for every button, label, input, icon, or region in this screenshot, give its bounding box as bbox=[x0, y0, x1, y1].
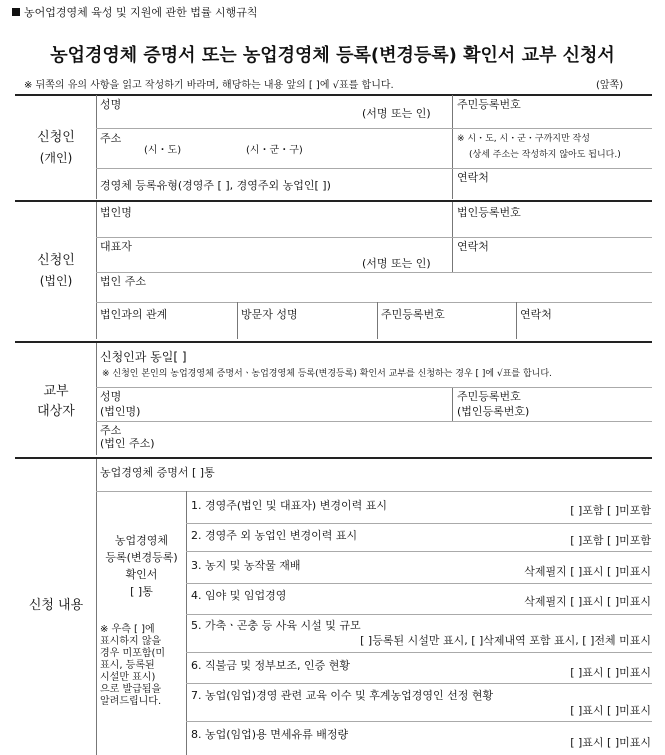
confirm-certificate-title bbox=[97, 532, 186, 600]
corp-contact-label: 연락처 bbox=[457, 240, 489, 253]
item-3-label: 3. 농지 및 농작물 재배 bbox=[191, 559, 301, 572]
page-side-label: (앞쪽) bbox=[596, 80, 624, 91]
notice-text: ※ 뒤쪽의 유의 사항을 읽고 작성하기 바라며, 해당하는 내용 앞의 [ ]에 √표를 합니다. bbox=[24, 80, 394, 91]
corp-address-field[interactable] bbox=[97, 273, 652, 302]
square-bullet-icon bbox=[12, 8, 20, 16]
section-request bbox=[15, 596, 97, 616]
name-label: 성명 bbox=[100, 98, 122, 111]
certificate-count-field[interactable]: 농업경영체 증명서 [ ]통 bbox=[100, 466, 215, 479]
same-as-applicant-checkbox[interactable]: 신청인과 동일[ ] bbox=[100, 350, 187, 364]
signature-label: (서명 또는 인) bbox=[362, 257, 431, 270]
item-2-label: 2. 경영주 외 농업인 변경이력 표시 bbox=[191, 529, 358, 542]
contact-label: 연락처 bbox=[457, 171, 489, 184]
item-5-label: 5. 가축ㆍ곤충 등 사육 시설 및 규모 bbox=[191, 619, 361, 632]
rrn-label: 주민등록번호 bbox=[457, 98, 521, 111]
item-8-options[interactable]: [ ]표시 [ ]미표시 bbox=[570, 736, 651, 749]
item-7-options[interactable]: [ ]표시 [ ]미표시 bbox=[570, 704, 651, 717]
law-reference: 농어업경영체 육성 및 지원에 관한 법률 시행규칙 bbox=[12, 7, 258, 18]
name-field[interactable] bbox=[97, 95, 451, 128]
sido-label: (시・도) bbox=[144, 145, 182, 156]
note-line: 으로 발급됨을 bbox=[100, 684, 162, 695]
note-line: 표시, 등록된 bbox=[100, 660, 155, 671]
section-title: 교부 bbox=[43, 384, 69, 399]
recipient-corp-address-label: (법인 주소) bbox=[100, 437, 155, 450]
item-3-options[interactable]: 삭제필지 [ ]표시 [ ]미표시 bbox=[524, 565, 651, 578]
recipient-corp-name-label: (법인명) bbox=[100, 405, 141, 418]
section-recipient bbox=[15, 382, 97, 422]
section-subtitle: (법인) bbox=[39, 274, 73, 288]
section-subtitle: (개인) bbox=[39, 151, 73, 165]
recipient-rrn-field[interactable] bbox=[453, 388, 652, 421]
corp-reg-label: 법인등록번호 bbox=[457, 206, 521, 219]
confirm-title-line: 등록(변경등록) bbox=[105, 551, 178, 564]
confirm-certificate-note bbox=[100, 624, 184, 708]
address-note-2: (상세 주소는 작성하지 않아도 됩니다.) bbox=[469, 150, 621, 160]
note-line: ※ 우측 [ ]에 bbox=[100, 624, 155, 635]
recipient-name-label: 성명 bbox=[100, 390, 122, 403]
sigungu-label: (시・군・구) bbox=[246, 145, 303, 156]
recipient-address-field[interactable] bbox=[97, 422, 652, 455]
signature-label: (서명 또는 인) bbox=[362, 107, 431, 120]
section-applicant-corporate bbox=[15, 251, 97, 291]
address-field[interactable] bbox=[97, 129, 451, 168]
corp-contact-field[interactable] bbox=[453, 238, 652, 272]
representative-label: 대표자 bbox=[100, 240, 132, 253]
note-line: 알려드립니다. bbox=[100, 696, 162, 707]
item-4-options[interactable]: 삭제필지 [ ]표시 [ ]미표시 bbox=[524, 595, 651, 608]
address-label: 주소 bbox=[100, 132, 122, 145]
visitor-rrn-label: 주민등록번호 bbox=[381, 308, 445, 321]
registration-type-field[interactable] bbox=[97, 169, 451, 198]
section-title: 신청 내용 bbox=[28, 598, 84, 613]
recipient-rrn-label: 주민등록번호 bbox=[457, 390, 521, 403]
confirm-title-line: 농업경영체 bbox=[114, 534, 169, 547]
section-title: 신청인 bbox=[37, 253, 75, 268]
item-6-options[interactable]: [ ]표시 [ ]미표시 bbox=[570, 666, 651, 679]
address-note-1: ※ 시・도, 시・군・구까지만 작성 bbox=[457, 134, 590, 144]
note-line: 표시하지 않을 bbox=[100, 636, 162, 647]
visitor-name-label: 방문자 성명 bbox=[241, 308, 298, 321]
corp-name-field[interactable] bbox=[97, 202, 451, 237]
rrn-field[interactable] bbox=[453, 95, 652, 128]
recipient-name-field[interactable] bbox=[97, 388, 451, 421]
note-line: 경우 미포함(미 bbox=[100, 648, 166, 659]
item-6-label: 6. 직불금 및 정부보조, 인증 현황 bbox=[191, 659, 350, 672]
section-title: 신청인 bbox=[37, 130, 75, 145]
same-as-applicant-note: ※ 신청인 본인의 농업경영체 증명서ㆍ농업경영체 등록(변경등록) 확인서 교부를 신청하는 경우 [ ]에 √표를 합니다. bbox=[102, 369, 552, 379]
recipient-address-label: 주소 bbox=[100, 424, 122, 437]
corp-reg-field[interactable] bbox=[453, 202, 652, 237]
section-applicant-individual bbox=[15, 128, 97, 168]
relation-label: 법인과의 관계 bbox=[100, 308, 168, 321]
note-line: 시설만 표시) bbox=[100, 672, 156, 683]
visitor-contact-label: 연락처 bbox=[520, 308, 552, 321]
corp-address-label: 법인 주소 bbox=[100, 275, 147, 288]
item-5-options[interactable]: [ ]등록된 시설만 표시, [ ]삭제내역 포함 표시, [ ]전체 미표시 bbox=[360, 634, 651, 647]
item-4-label: 4. 임야 및 임업경영 bbox=[191, 589, 287, 602]
item-1-label: 1. 경영주(법인 및 대표자) 변경이력 표시 bbox=[191, 499, 387, 512]
corp-name-label: 법인명 bbox=[100, 206, 132, 219]
section-title-2: 대상자 bbox=[37, 404, 75, 419]
item-1-options[interactable]: [ ]포함 [ ]미포함 bbox=[570, 504, 651, 517]
recipient-corp-reg-label: (법인등록번호) bbox=[457, 405, 530, 418]
page-title: 농업경영체 증명서 또는 농업경영체 등록(변경등록) 확인서 교부 신청서 bbox=[50, 45, 615, 66]
representative-field[interactable] bbox=[97, 238, 451, 272]
item-7-label: 7. 농업(임업)경영 관련 교육 이수 및 후계농업경영인 선정 현황 bbox=[191, 689, 494, 702]
confirm-count-field[interactable]: [ ]통 bbox=[130, 585, 153, 598]
confirm-title-line: 확인서 bbox=[125, 568, 158, 581]
item-2-options[interactable]: [ ]포함 [ ]미포함 bbox=[570, 534, 651, 547]
registration-type-label: 경영체 등록유형(경영주 [ ], 경영주외 농업인[ ]) bbox=[100, 179, 331, 192]
contact-field[interactable] bbox=[453, 169, 652, 198]
item-8-label: 8. 농업(임업)용 면세유류 배정량 bbox=[191, 728, 349, 741]
